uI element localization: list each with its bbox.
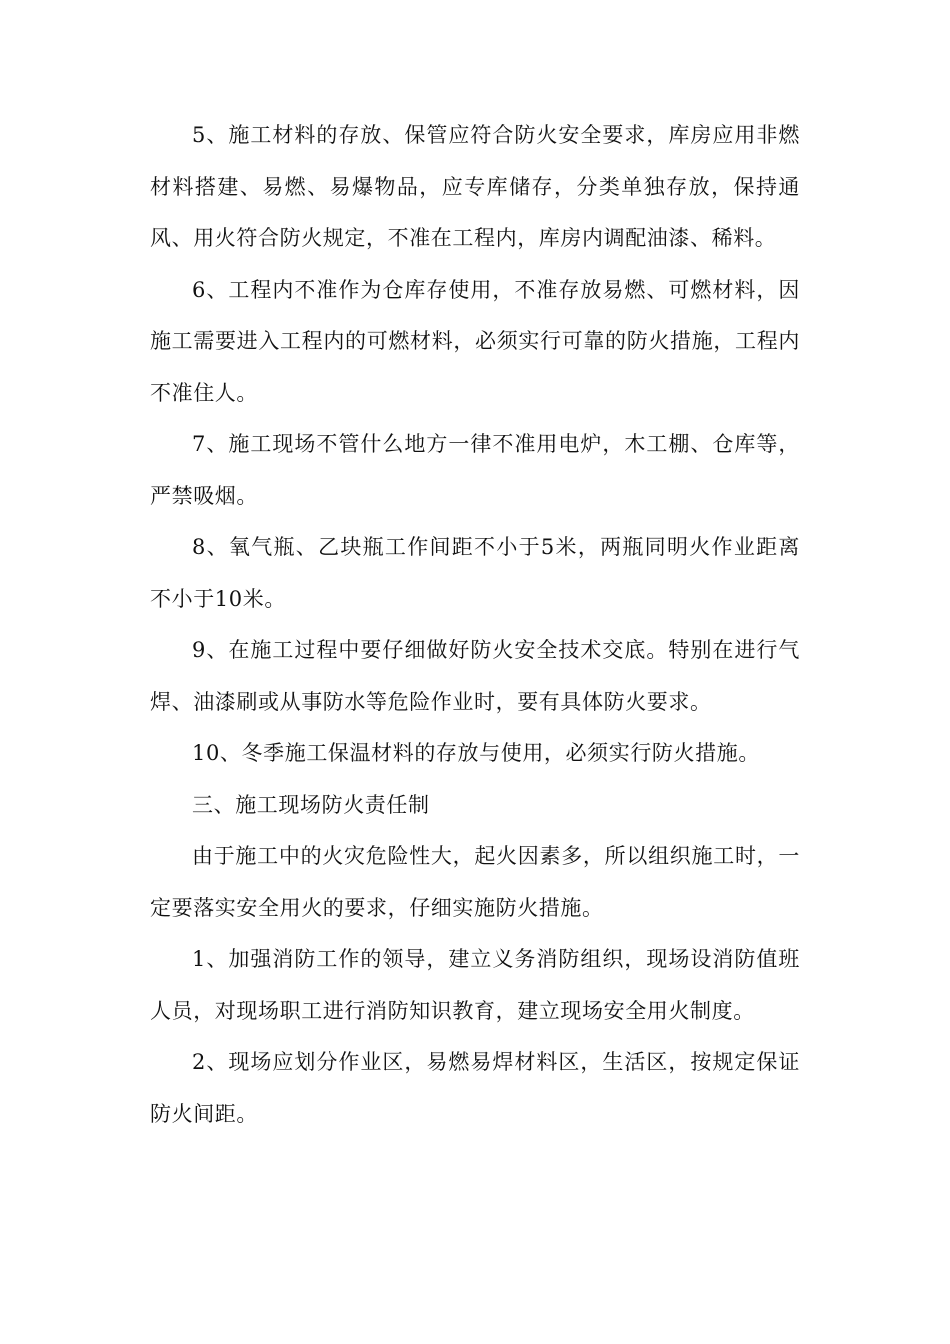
paragraph-intro-fire-risk: 由于施工中的火灾危险性大，起火因素多，所以组织施工时，一定要落实安全用火的要求，仔细实施防火措施。 — [150, 844, 800, 920]
paragraph-item-9-safety-briefing: 9、在施工过程中要仔细做好防火安全技术交底。特别在进行气焊、油漆刷或从事防水等危险作业时，要有具体防火要求。 — [150, 638, 800, 714]
document-body — [150, 110, 800, 1140]
paragraph-item-5-material-storage: 5、施工材料的存放、保管应符合防火安全要求，库房应用非燃材料搭建、易燃、易爆物品，应专库储存，分类单独存放，保持通风、用火符合防火规定，不准在工程内，库房内调配油漆、稀料。 — [150, 123, 800, 250]
paragraph-item-1-leadership: 1、加强消防工作的领导，建立义务消防组织，现场设消防值班人员，对现场职工进行消防知识教育，建立现场安全用火制度。 — [150, 947, 800, 1023]
section-heading-fire-responsibility: 三、施工现场防火责任制 — [192, 792, 430, 817]
paragraph-item-8-cylinder-distance: 8、氧气瓶、乙块瓶工作间距不小于5米，两瓶同明火作业距离不小于10米。 — [150, 535, 800, 611]
paragraph-item-10-winter-insulation: 10、冬季施工保温材料的存放与使用，必须实行防火措施。 — [192, 741, 760, 765]
paragraph-item-2-zoning: 2、现场应划分作业区，易燃易焊材料区，生活区，按规定保证防火间距。 — [150, 1050, 800, 1126]
paragraph-item-7-no-smoking: 7、施工现场不管什么地方一律不准用电炉，木工棚、仓库等，严禁吸烟。 — [150, 432, 800, 508]
paragraph-item-6-no-warehouse: 6、工程内不准作为仓库存使用，不准存放易燃、可燃材料，因施工需要进入工程内的可燃材料，必须实行可靠的防火措施，工程内不准住人。 — [150, 277, 800, 405]
